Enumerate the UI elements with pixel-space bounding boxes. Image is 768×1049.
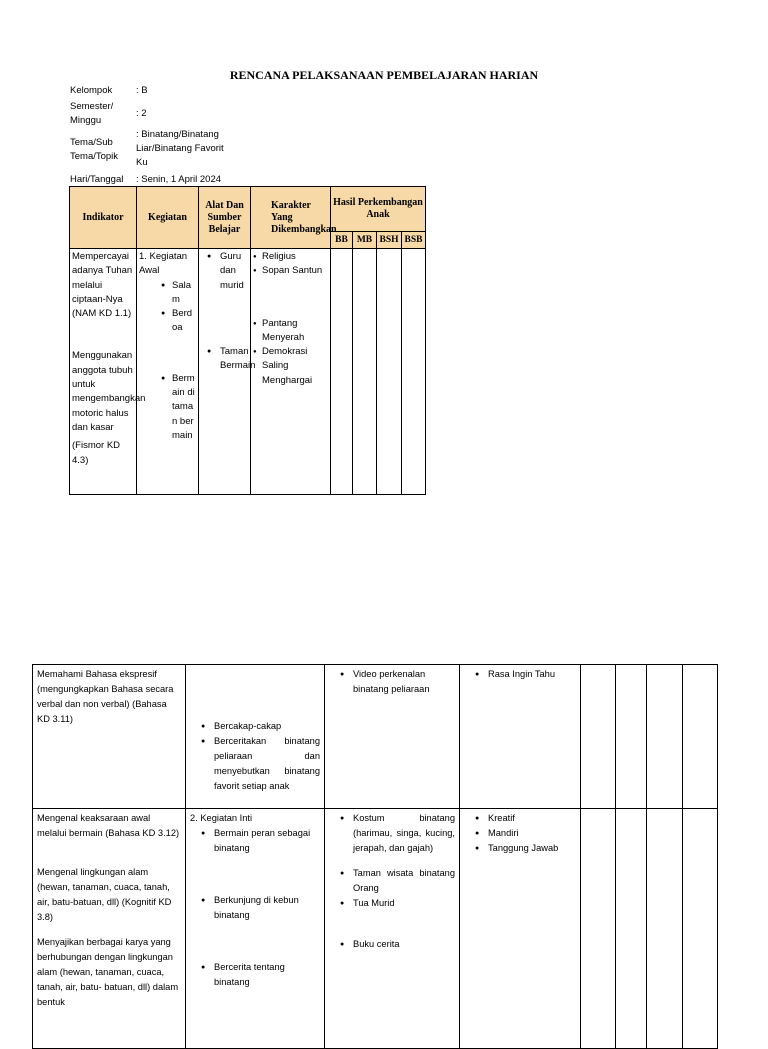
list-item: ● Kostum binatang (harimau, singa, kucing, jerapah, dan gajah) (329, 811, 455, 856)
kegiatan-heading: 1. Kegiatan Awal (139, 251, 188, 277)
list-item: ● Bercakap-cakap (190, 719, 320, 734)
cell-bsh (647, 809, 683, 1049)
cell-kegiatan (186, 665, 325, 809)
meta-label: Tema/Sub Tema/Topik (70, 137, 119, 162)
cell-bsb (402, 249, 426, 495)
cell-indikator (33, 665, 186, 809)
activity-table-2 (32, 664, 718, 1049)
cell-karakter (460, 809, 581, 1049)
meta-value: : Binatang/Binatang Liar/Binatang Favorit Ku (136, 129, 224, 168)
cell-alat (325, 809, 460, 1049)
indikator-text: Mempercayai adanya Tuhan melalui ciptaan-Nya (NAM KD 1.1) (72, 251, 133, 320)
cell-bb (581, 665, 616, 809)
header-alat: Alat Dan Sumber Belajar (199, 187, 251, 249)
cell-indikator (70, 249, 146, 495)
page-title: RENCANA PELAKSANAAN PEMBELAJARAN HARIAN (229, 68, 539, 82)
list-item: ● Bermain peran sebagai binatang (190, 826, 320, 856)
meta-label: Hari/Tanggal (70, 174, 124, 185)
cell-bsb (683, 809, 718, 1049)
cell-alat (325, 665, 460, 809)
list-item: ● Berdoa (160, 307, 196, 336)
cell-mb (616, 809, 647, 1049)
cell-alat (199, 249, 256, 495)
header-bsh: BSH (377, 232, 402, 249)
cell-bsb (683, 665, 718, 809)
header-indikator: Indikator (70, 187, 137, 249)
list-item: ● Pantang Menyerah (253, 317, 328, 346)
cell-indikator (33, 809, 186, 1049)
cell-karakter (251, 249, 331, 495)
cell-mb (353, 249, 377, 495)
header-karakter: Karakter Yang Dikembangkan (251, 187, 331, 249)
list-item: ● Religius (253, 250, 328, 264)
list-item: ● Berkunjung di kebun binatang (190, 893, 320, 923)
meta-value: : 2 (136, 108, 147, 119)
list-item: ● Sopan Santun (253, 264, 328, 278)
list-item: ● Guru dan murid (206, 250, 248, 293)
list-item: ● Kreatif (464, 811, 576, 826)
indikator-text: (Fismor KD 4.3) (72, 440, 121, 466)
list-item: ● Rasa Ingin Tahu (464, 667, 576, 682)
cell-bsh (647, 665, 683, 809)
header-mb: MB (353, 232, 377, 249)
cell-bb (331, 249, 353, 495)
list-item: ● Salam (160, 279, 196, 308)
list-item: ● Taman Bermain (206, 345, 248, 374)
header-bb: BB (331, 232, 353, 249)
indikator-text: Menyajikan berbagai karya yang berhubungan dengan lingkungan alam (hewan, tanaman, cuaca, tanah, air, batu- batuan, dll) dalam bentuk (37, 937, 179, 1007)
list-item: ● Mandiri (464, 826, 576, 841)
cell-bsh (377, 249, 402, 495)
header-kegiatan: Kegiatan (137, 187, 199, 249)
indikator-text: Mengenal lingkungan alam (hewan, tanaman, cuaca, tanah, air, batu-batuan, dll) (Kognitif KD 3.8) (37, 867, 172, 922)
list-item: ● Bercerita tentang binatang (190, 960, 320, 990)
header-bsb: BSB (402, 232, 426, 249)
kegiatan-heading: 2. Kegiatan Inti (190, 813, 253, 823)
list-item: ● Berceritakan binatang peliaraan dan menyebutkan binatang favorit setiap anak (190, 734, 320, 794)
meta-label: Semester/ Minggu (70, 101, 114, 126)
cell-mb (616, 665, 647, 809)
meta-value: : Senin, 1 April 2024 (136, 174, 222, 185)
cell-karakter (460, 665, 581, 809)
cell-kegiatan (137, 249, 199, 495)
indikator-text: Memahami Bahasa ekspresif (mengungkapkan Bahasa secara verbal dan non verbal) (Bahasa KD 3.11) (37, 669, 174, 724)
list-item: ● Tua Murid (329, 896, 455, 911)
meta-value: : B (136, 85, 148, 96)
list-item: ● Taman wisata binatang Orang (329, 866, 455, 896)
header-hasil: Hasil Perkembangan Anak (331, 187, 426, 232)
meta-label: Kelompok (70, 85, 113, 96)
list-item: ● Bermain ditaman bermain (160, 372, 196, 443)
list-item: ● Video perkenalan binatang peliaraan (329, 667, 455, 697)
cell-bb (581, 809, 616, 1049)
cell-kegiatan (186, 809, 325, 1049)
list-item: ● Tanggung Jawab (464, 841, 576, 856)
list-item: ● Buku cerita (329, 937, 455, 952)
activity-table-1 (69, 186, 426, 495)
indikator-text: Mengenal keaksaraan awal melalui bermain (Bahasa KD 3.12) (37, 813, 180, 838)
list-item: ● Demokrasi Saling Menghargai (253, 345, 328, 388)
indikator-text: Menggunakan anggota tubuh untuk mengembangkan motoric halus dan kasar (72, 350, 146, 433)
